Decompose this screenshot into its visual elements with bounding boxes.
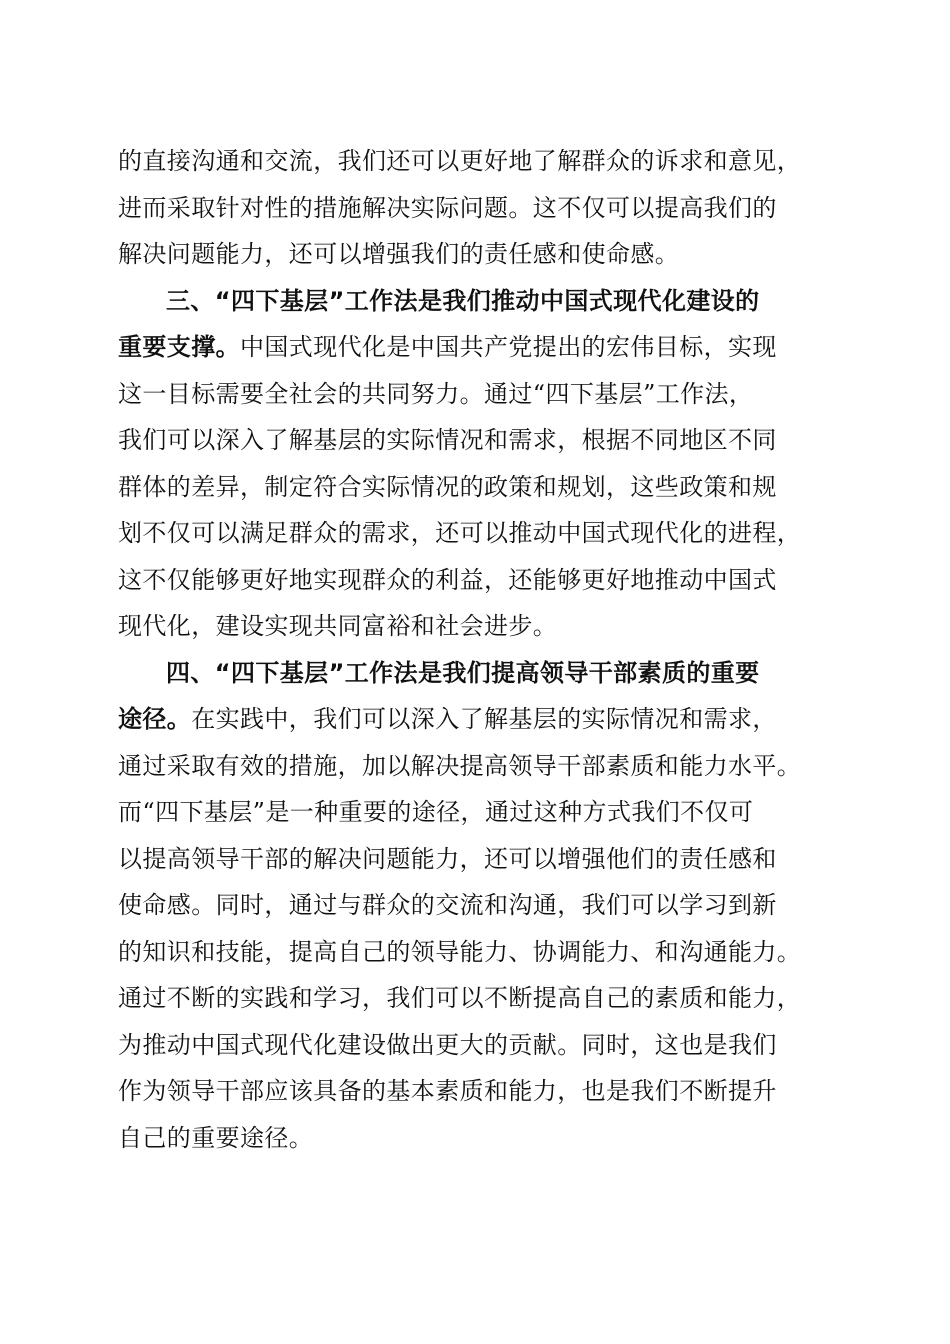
section-4-heading-end: 途径。 — [118, 705, 192, 733]
line-text: 通过采取有效的措施，加以解决提高领导干部素质和能力水平。 — [118, 751, 802, 780]
line-text: 我们可以深入了解基层的实际情况和需求，根据不同地区不同 — [118, 426, 777, 454]
text-line-19 — [118, 975, 838, 1022]
text-line-11 — [118, 603, 838, 650]
line-text: 中国式现代化是中国共产党提出的宏伟目标，实现 — [240, 333, 777, 361]
section-3-heading-line — [118, 278, 838, 325]
text-line-6 — [118, 371, 838, 418]
line-text: 的知识和技能，提高自己的领导能力、协调能力、和沟通能力。 — [118, 937, 802, 966]
text-line-5 — [118, 324, 838, 371]
section-4-heading: 四、“四下基层”工作法是我们提高领导干部素质的重要 — [166, 658, 760, 687]
line-text: 进而采取针对性的措施解决实际问题。这不仅可以提高我们的 — [118, 193, 777, 222]
text-line-22 — [118, 1115, 838, 1162]
section-3-heading-end: 重要支撑。 — [118, 333, 240, 361]
line-text: 的直接沟通和交流，我们还可以更好地了解群众的诉求和意见， — [118, 147, 802, 175]
line-text: 解决问题能力，还可以增强我们的责任感和使命感。 — [118, 240, 680, 268]
text-line-7 — [118, 417, 838, 464]
text-line-8 — [118, 464, 838, 511]
line-text: 在实践中，我们可以深入了解基层的实际情况和需求， — [191, 705, 777, 733]
text-line-16 — [118, 836, 838, 883]
line-text: 以提高领导干部的解决问题能力，还可以增强他们的责任感和 — [118, 844, 777, 873]
section-3-heading: 三、“四下基层”工作法是我们推动中国式现代化建设的 — [166, 286, 760, 315]
text-line-18 — [118, 929, 838, 976]
text-line-21 — [118, 1068, 838, 1115]
line-text: 自己的重要途径。 — [118, 1123, 314, 1152]
text-line-1 — [118, 138, 838, 185]
text-line-3 — [118, 231, 838, 278]
text-line-9 — [118, 510, 838, 557]
line-text: 作为领导干部应该具备的基本素质和能力，也是我们不断提升 — [118, 1077, 777, 1105]
line-text: 群体的差异，制定符合实际情况的政策和规划，这些政策和规 — [118, 472, 777, 501]
line-text: 这一目标需要全社会的共同努力。通过“四下基层”工作法， — [118, 379, 754, 408]
text-line-13 — [118, 696, 838, 743]
section-4-heading-line — [118, 650, 838, 697]
text-line-10 — [118, 557, 838, 604]
line-text: 现代化，建设实现共同富裕和社会进步。 — [118, 612, 558, 640]
line-text: 使命感。同时，通过与群众的交流和沟通，我们可以学习到新 — [118, 891, 777, 919]
line-text: 通过不断的实践和学习，我们可以不断提高自己的素质和能力， — [118, 984, 802, 1012]
line-text: 而“四下基层”是一种重要的途径，通过这种方式我们不仅可 — [118, 798, 754, 826]
text-line-17 — [118, 882, 838, 929]
text-line-15 — [118, 789, 838, 836]
text-line-2 — [118, 185, 838, 232]
line-text: 这不仅能够更好地实现群众的利益，还能够更好地推动中国式 — [118, 565, 777, 594]
line-text: 划不仅可以满足群众的需求，还可以推动中国式现代化的进程， — [118, 519, 802, 547]
line-text: 为推动中国式现代化建设做出更大的贡献。同时，这也是我们 — [118, 1030, 777, 1059]
text-line-14 — [118, 743, 838, 790]
text-line-20 — [118, 1022, 838, 1069]
document-body — [118, 138, 838, 1161]
